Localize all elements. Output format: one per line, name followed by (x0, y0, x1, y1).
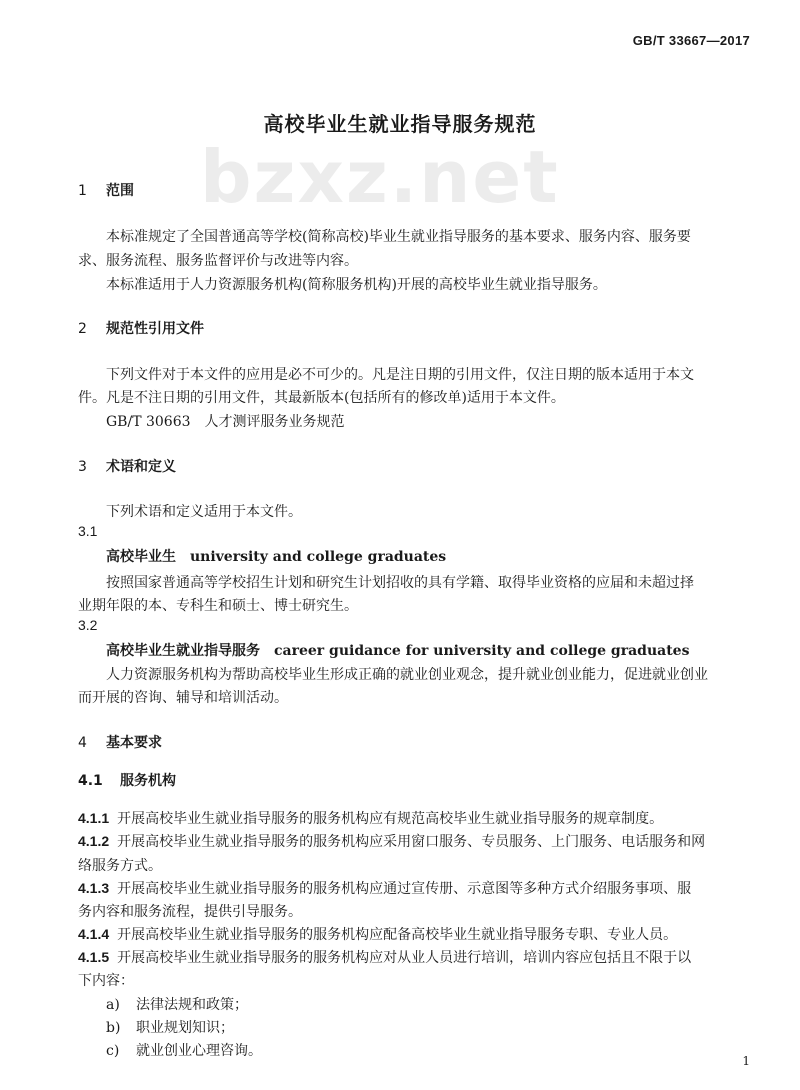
clause-number: 4.1.3 (78, 880, 110, 896)
paragraph-line: 件。凡是不注日期的引用文件，其最新版本(包括所有的修改单)适用于本文件。 (78, 390, 565, 406)
clause-text: 开展高校毕业生就业指导服务的服务机构应通过宣传册、示意图等多种方式介绍服务事项、服 (117, 881, 692, 897)
term-title (106, 640, 689, 660)
subsection-title: 服务机构 (120, 773, 176, 789)
section-number: 2 (78, 321, 87, 337)
section-3-heading (78, 456, 176, 476)
clause-text: 开展高校毕业生就业指导服务的服务机构应有规范高校毕业生就业指导服务的规章制度。 (117, 811, 664, 827)
subsection-number: 4.1 (78, 773, 103, 789)
paragraph-line: 求、服务流程、服务监督评价与改进等内容。 (78, 253, 358, 269)
clause-number: 4.1.4 (78, 926, 110, 942)
section-4-heading (78, 732, 162, 752)
term-cn: 高校毕业生 (106, 549, 176, 565)
paragraph-line: 本标准规定了全国普通高等学校(简称高校)毕业生就业指导服务的基本要求、服务内容、服务要 (106, 229, 691, 245)
clause-text: 开展高校毕业生就业指导服务的服务机构应配备高校毕业生就业指导服务专职、专业人员。 (117, 927, 678, 943)
clause-line (78, 947, 691, 967)
section-number: 3 (78, 459, 87, 475)
section-number: 4 (78, 735, 87, 751)
list-item (106, 1017, 234, 1037)
definition-line: 人力资源服务机构为帮助高校毕业生形成正确的就业创业观念，提升就业创业能力，促进就业创业 (106, 667, 708, 683)
term-en: career guidance for university and college graduates (274, 643, 690, 659)
normative-reference: GB/T 30663 人才测评服务业务规范 (106, 414, 345, 430)
clause-line (78, 808, 663, 828)
list-label: b) (106, 1020, 121, 1036)
term-cn: 高校毕业生就业指导服务 (106, 643, 260, 659)
section-2-heading (78, 318, 204, 338)
section-title: 术语和定义 (106, 459, 176, 475)
clause-number: 4.1.5 (78, 949, 110, 965)
page-number: 1 (742, 1054, 750, 1068)
definition-line: 而开展的咨询、辅导和培训活动。 (78, 690, 288, 706)
term-number: 3.2 (78, 617, 98, 633)
watermark: bzxz.net (200, 135, 560, 219)
clause-continuation: 下内容： (78, 973, 134, 989)
section-title: 范围 (106, 183, 134, 199)
section-title: 基本要求 (106, 735, 162, 751)
paragraph-line: 下列术语和定义适用于本文件。 (106, 504, 302, 520)
clause-line (78, 831, 705, 851)
definition-line: 按照国家普通高等学校招生计划和研究生计划招收的具有学籍、取得毕业资格的应届和未超过择 (106, 575, 694, 591)
page-title: 高校毕业生就业指导服务规范 (263, 112, 537, 136)
clause-continuation: 务内容和服务流程，提供引导服务。 (78, 904, 302, 920)
definition-line: 业期年限的本、专科生和硕士、博士研究生。 (78, 598, 358, 614)
clause-text: 开展高校毕业生就业指导服务的服务机构应对从业人员进行培训，培训内容应包括且不限于以 (117, 950, 692, 966)
paragraph-line: 本标准适用于人力资源服务机构(简称服务机构)开展的高校毕业生就业指导服务。 (106, 277, 607, 293)
standard-code: GB/T 33667—2017 (632, 33, 750, 48)
clause-line (78, 924, 677, 944)
term-number: 3.1 (78, 523, 98, 539)
clause-continuation: 络服务方式。 (78, 858, 162, 874)
clause-text: 开展高校毕业生就业指导服务的服务机构应采用窗口服务、专员服务、上门服务、电话服务和网 (117, 834, 706, 850)
list-text: 职业规划知识； (136, 1020, 234, 1036)
clause-number: 4.1.2 (78, 833, 110, 849)
list-item (106, 1040, 262, 1060)
list-item (106, 994, 248, 1014)
list-label: a) (106, 997, 120, 1013)
term-title (106, 546, 446, 566)
section-title: 规范性引用文件 (106, 321, 204, 337)
clause-line (78, 878, 691, 898)
clause-number: 4.1.1 (78, 810, 110, 826)
section-number: 1 (78, 183, 87, 199)
list-label: c) (106, 1043, 120, 1059)
term-en: university and college graduates (190, 549, 447, 565)
list-text: 法律法规和政策； (136, 997, 248, 1013)
paragraph-line: 下列文件对于本文件的应用是必不可少的。凡是注日期的引用文件，仅注日期的版本适用于本文 (106, 367, 694, 383)
section-1-heading (78, 180, 134, 200)
list-text: 就业创业心理咨询。 (136, 1043, 262, 1059)
subsection-4-1-heading (78, 770, 176, 790)
